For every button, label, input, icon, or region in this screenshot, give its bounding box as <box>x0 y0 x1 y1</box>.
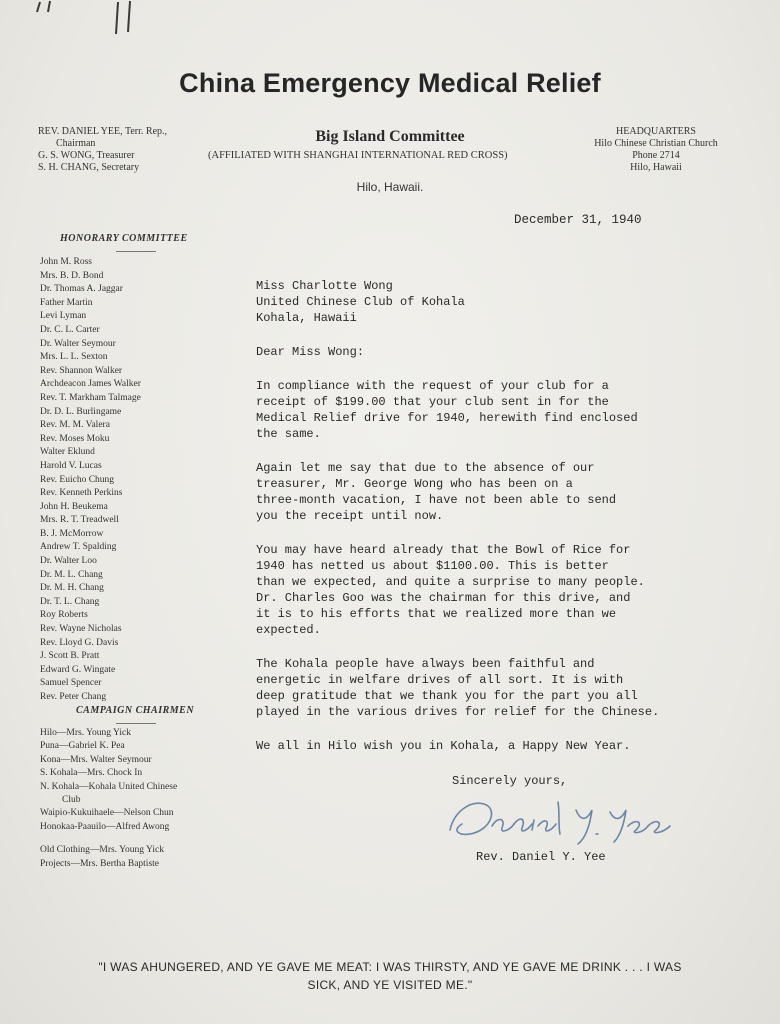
honorary-member: Mrs. R. T. Treadwell <box>40 515 119 526</box>
paragraph-line: expected. <box>256 623 321 637</box>
honorary-committee-title: HONORARY COMMITTEE <box>60 233 188 244</box>
honorary-member: Mrs. B. D. Bond <box>40 270 104 281</box>
hq-line: Phone 2714 <box>632 150 680 161</box>
paragraph-line: You may have heard already that the Bowl of Rice for <box>256 543 631 557</box>
campaign-entry: Honokaa-Paauilo—Alfred Awong <box>40 821 170 832</box>
honorary-member: Mrs. L. L. Sexton <box>40 352 108 363</box>
campaign-entry: Club <box>62 795 81 806</box>
address-line: Miss Charlotte Wong <box>256 279 393 293</box>
paragraph-line: receipt of $199.00 that your club sent in for the <box>256 395 609 409</box>
honorary-member: Rev. Wayne Nicholas <box>40 624 122 635</box>
hq-line: Hilo Chinese Christian Church <box>594 138 718 149</box>
honorary-member: Dr. Walter Loo <box>40 556 97 567</box>
headquarters-block <box>566 126 746 174</box>
campaign-entry: N. Kohala—Kohala United Chinese <box>40 781 178 792</box>
honorary-member: John M. Ross <box>40 257 92 267</box>
letterhead-city: Hilo, Hawaii. <box>356 180 424 194</box>
signer-name: Rev. Daniel Y. Yee <box>476 850 606 864</box>
campaign-entry: Kona—Mrs. Walter Seymour <box>40 754 152 765</box>
letter-paragraph <box>256 738 726 754</box>
address-line: United Chinese Club of Kohala <box>256 295 465 309</box>
letter-paragraph <box>256 378 726 442</box>
honorary-member: Rev. Kenneth Perkins <box>40 488 123 499</box>
paragraph-line: 1940 has netted us about $1100.00. This is better <box>256 559 609 573</box>
recipient-address <box>256 278 726 326</box>
paragraph-line: deep gratitude that we thank you for the part you all <box>256 689 638 703</box>
honorary-member: Rev. M. M. Valera <box>40 420 110 431</box>
officer-line: REV. DANIEL YEE, Terr. Rep., <box>38 126 168 137</box>
honorary-member: B. J. McMorrow <box>40 528 104 539</box>
honorary-member: Dr. M. H. Chang <box>40 583 104 594</box>
honorary-member: Father Martin <box>40 297 93 308</box>
paragraph-line: you the receipt until now. <box>256 509 444 523</box>
honorary-member: Rev. Euicho Chung <box>40 474 115 485</box>
letter-paragraph <box>256 656 726 720</box>
honorary-member: Dr. Thomas A. Jaggar <box>40 284 123 295</box>
letter-date: December 31, 1940 <box>514 213 642 227</box>
letter-body <box>256 278 726 754</box>
honorary-member: J. Scott B. Pratt <box>40 651 100 662</box>
handwritten-signature <box>440 790 680 850</box>
footer-line: "I WAS AHUNGERED, AND YE GAVE ME MEAT: I WAS THIRSTY, AND YE GAVE ME DRINK . . . I WAS <box>98 960 682 974</box>
hq-line: Hilo, Hawaii <box>630 162 682 173</box>
honorary-member: Harold V. Lucas <box>40 460 102 471</box>
letter-paragraphs <box>256 378 726 754</box>
paragraph-line: The Kohala people have always been faithful and <box>256 657 595 671</box>
divider <box>116 723 156 724</box>
officer-line: S. H. CHANG, Secretary <box>38 162 140 173</box>
honorary-member: Archdeacon James Walker <box>40 379 141 390</box>
honorary-member: Rev. T. Markham Talmage <box>40 392 141 403</box>
campaign-entry: Hilo—Mrs. Young Yick <box>40 728 131 738</box>
paragraph-line: treasurer, Mr. George Wong who has been on a <box>256 477 573 491</box>
honorary-member: Edward G. Wingate <box>40 664 116 675</box>
closing: Sincerely yours, <box>452 774 568 788</box>
honorary-member: Rev. Lloyd G. Davis <box>40 637 119 648</box>
campaign-entry: Waipio-Kukuihaele—Nelson Chun <box>40 808 174 819</box>
campaign-entry: S. Kohala—Mrs. Chock In <box>40 768 143 779</box>
letterhead-title: China Emergency Medical Relief <box>179 68 601 98</box>
paragraph-line: three-month vacation, I have not been able to send <box>256 493 617 507</box>
officer-line: Chairman <box>56 138 96 149</box>
paragraph-line: energetic in welfare drives of all sort. It is with <box>256 673 624 687</box>
honorary-member: Rev. Peter Chang <box>40 692 107 702</box>
honorary-member: John H. Beukema <box>40 501 108 512</box>
honorary-member: Dr. C. L. Carter <box>40 324 100 335</box>
letter-paragraph <box>256 542 726 638</box>
paragraph-line: In compliance with the request of your club for a <box>256 379 609 393</box>
paragraph-line: than we expected, and quite a surprise to many people. <box>256 575 645 589</box>
honorary-member: Rev. Moses Moku <box>40 433 110 444</box>
honorary-member: Dr. M. L. Chang <box>40 569 103 580</box>
paragraph-line: the same. <box>256 427 321 441</box>
honorary-member: Levi Lyman <box>40 311 87 322</box>
honorary-member: Dr. T. L. Chang <box>40 596 100 607</box>
honorary-member: Walter Eklund <box>40 447 95 458</box>
campaign-entry: Old Clothing—Mrs. Young Yick <box>40 845 164 856</box>
footer-line: SICK, AND YE VISITED ME." <box>307 978 473 992</box>
paragraph-line: Dr. Charles Goo was the chairman for this drive, and <box>256 591 631 605</box>
handwritten-mark <box>30 0 140 40</box>
salutation: Dear Miss Wong: <box>256 345 365 359</box>
honorary-member: Samuel Spencer <box>40 678 102 689</box>
affiliation-line: (AFFILIATED WITH SHANGHAI INTERNATIONAL RED CROSS) <box>208 150 508 161</box>
officer-line: G. S. WONG, Treasurer <box>38 150 135 161</box>
honorary-member: Andrew T. Spalding <box>40 542 117 553</box>
honorary-member: Dr. Walter Seymour <box>40 338 116 349</box>
paragraph-line: it is to his efforts that we realized more than we <box>256 607 617 621</box>
paragraph-line: Again let me say that due to the absence of our <box>256 461 595 475</box>
honorary-committee-list <box>40 256 250 705</box>
paragraph-line: Medical Relief drive for 1940, herewith find enclosed <box>256 411 638 425</box>
committee-name: Big Island Committee <box>315 128 465 145</box>
campaign-chairmen-title: CAMPAIGN CHAIRMEN <box>76 705 195 716</box>
honorary-member: Rev. Shannon Walker <box>40 365 123 376</box>
hq-line: HEADQUARTERS <box>616 126 696 137</box>
paragraph-line: We all in Hilo wish you in Kohala, a Happy New Year. <box>256 739 631 753</box>
honorary-member: Roy Roberts <box>40 610 88 621</box>
honorary-member: Dr. D. L. Burlingame <box>40 406 122 417</box>
letter-paragraph <box>256 460 726 524</box>
address-line: Kohala, Hawaii <box>256 311 357 325</box>
campaign-chairmen-list <box>40 727 250 871</box>
campaign-entry: Puna—Gabriel K. Pea <box>40 741 125 752</box>
campaign-entry: Projects—Mrs. Bertha Baptiste <box>40 858 159 869</box>
scripture-footer <box>30 958 750 994</box>
paragraph-line: played in the various drives for relief for the Chinese. <box>256 705 660 719</box>
divider <box>116 251 156 252</box>
